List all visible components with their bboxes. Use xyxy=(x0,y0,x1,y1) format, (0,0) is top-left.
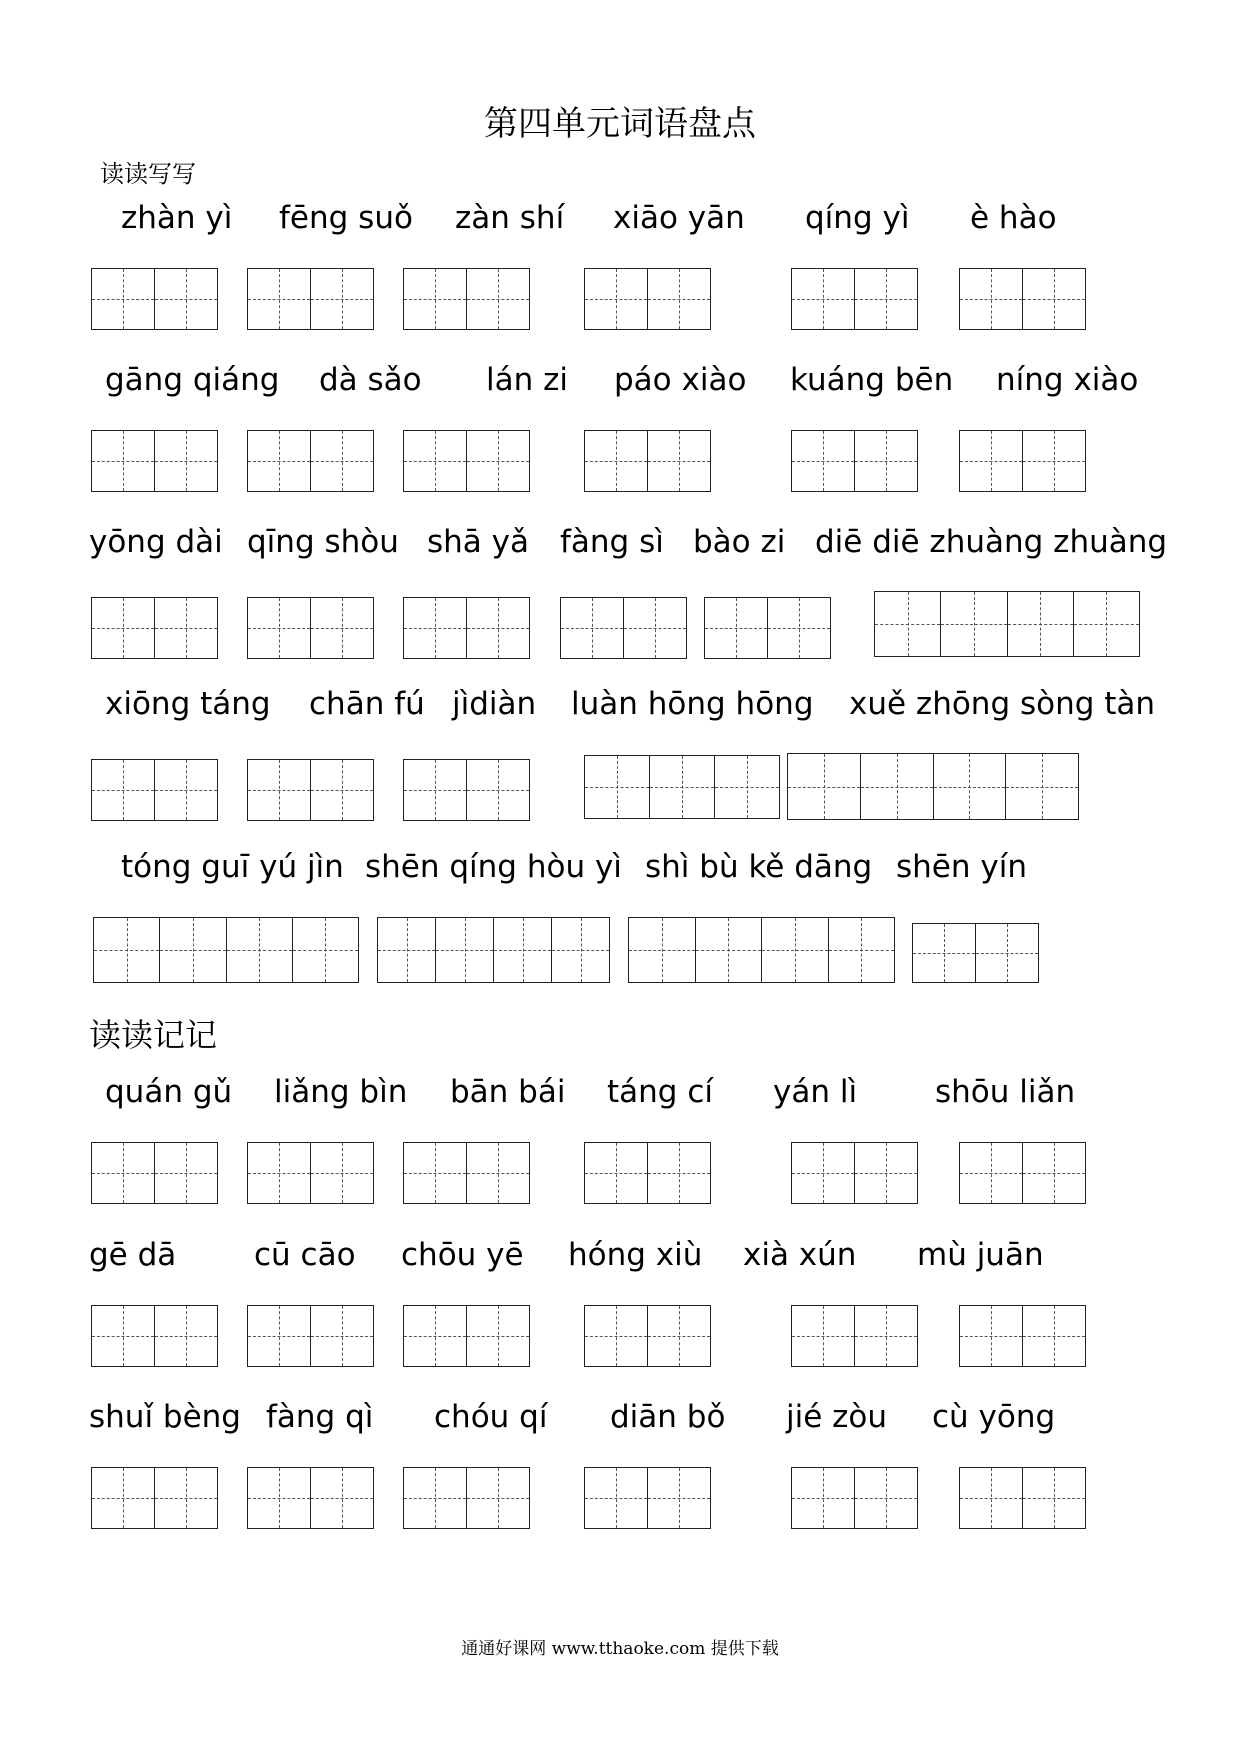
writing-cell[interactable] xyxy=(940,592,1006,656)
writing-box-group[interactable] xyxy=(584,268,711,330)
page-title: 第四单元词语盘点 xyxy=(484,104,756,144)
writing-cell[interactable] xyxy=(585,269,647,329)
pinyin-label: xià xún xyxy=(743,1237,857,1273)
writing-box-group[interactable] xyxy=(247,1142,374,1204)
writing-cell[interactable] xyxy=(854,1143,917,1203)
writing-cell[interactable] xyxy=(154,1306,217,1366)
writing-cell[interactable] xyxy=(960,269,1022,329)
writing-box-group[interactable] xyxy=(959,1305,1086,1367)
writing-cell[interactable] xyxy=(1022,1143,1085,1203)
pinyin-label: kuáng bēn xyxy=(790,362,954,398)
writing-box-group[interactable] xyxy=(791,1467,918,1529)
pinyin-label: zàn shí xyxy=(455,200,565,236)
writing-cell[interactable] xyxy=(647,431,710,491)
writing-box-group[interactable] xyxy=(584,1142,711,1204)
writing-cell[interactable] xyxy=(466,1143,529,1203)
writing-cell[interactable] xyxy=(1007,592,1073,656)
writing-cell[interactable] xyxy=(647,1143,710,1203)
writing-cell[interactable] xyxy=(792,431,854,491)
writing-box-group[interactable] xyxy=(959,430,1086,492)
pinyin-label: chóu qí xyxy=(434,1399,548,1435)
writing-box-group[interactable] xyxy=(584,1467,711,1529)
writing-cell[interactable] xyxy=(154,1468,217,1528)
writing-cell[interactable] xyxy=(310,1306,373,1366)
writing-cell[interactable] xyxy=(1022,1468,1085,1528)
pinyin-label: qīng shòu xyxy=(247,524,399,560)
writing-box-group[interactable] xyxy=(874,591,1140,657)
pinyin-label: shì bù kě dāng xyxy=(645,849,873,885)
writing-cell[interactable] xyxy=(960,1306,1022,1366)
writing-cell[interactable] xyxy=(585,1468,647,1528)
writing-cell[interactable] xyxy=(466,431,529,491)
writing-cell[interactable] xyxy=(1073,592,1139,656)
writing-box-group[interactable] xyxy=(560,597,687,659)
writing-cell[interactable] xyxy=(960,1468,1022,1528)
writing-box-group[interactable] xyxy=(628,917,895,983)
section-heading-read-remember: 读读记记 xyxy=(89,1016,218,1054)
writing-cell[interactable] xyxy=(493,918,551,982)
writing-box-group[interactable] xyxy=(584,1305,711,1367)
writing-box-group[interactable] xyxy=(247,268,374,330)
writing-box-group[interactable] xyxy=(403,430,530,492)
writing-box-group[interactable] xyxy=(959,1467,1086,1529)
pinyin-label: gāng qiáng xyxy=(105,362,280,398)
pinyin-label: chān fú xyxy=(309,686,425,722)
footer-credit: 通通好课网 www.tthaoke.com 提供下载 xyxy=(461,1639,779,1659)
writing-box-group[interactable] xyxy=(91,268,218,330)
writing-cell[interactable] xyxy=(714,756,779,818)
pinyin-label: shōu liǎn xyxy=(935,1074,1076,1110)
writing-cell[interactable] xyxy=(705,598,767,658)
writing-cell[interactable] xyxy=(92,1143,154,1203)
writing-cell[interactable] xyxy=(788,754,860,819)
writing-box-group[interactable] xyxy=(91,759,218,821)
writing-box-group[interactable] xyxy=(91,1467,218,1529)
writing-cell[interactable] xyxy=(828,918,895,982)
writing-box-group[interactable] xyxy=(247,1305,374,1367)
writing-cell[interactable] xyxy=(695,918,762,982)
pinyin-label: mù juān xyxy=(917,1237,1044,1273)
writing-box-group[interactable] xyxy=(959,268,1086,330)
writing-cell[interactable] xyxy=(1022,1306,1085,1366)
pinyin-label: diē diē zhuàng zhuàng xyxy=(815,524,1168,560)
writing-cell[interactable] xyxy=(248,598,310,658)
pinyin-label: cū cāo xyxy=(254,1237,356,1273)
writing-box-group[interactable] xyxy=(403,597,530,659)
pinyin-label: táng cí xyxy=(607,1074,713,1110)
writing-box-group[interactable] xyxy=(403,1305,530,1367)
section-heading-read-write: 读读写写 xyxy=(100,160,196,188)
pinyin-label: qíng yì xyxy=(805,200,910,236)
writing-cell[interactable] xyxy=(647,1468,710,1528)
writing-cell[interactable] xyxy=(92,598,154,658)
pinyin-label: luàn hōng hōng xyxy=(571,686,814,722)
pinyin-label: dà sǎo xyxy=(319,362,422,398)
writing-cell[interactable] xyxy=(310,1143,373,1203)
writing-box-group[interactable] xyxy=(91,597,218,659)
writing-box-group[interactable] xyxy=(247,597,374,659)
pinyin-label: bān bái xyxy=(450,1074,566,1110)
pinyin-label: páo xiào xyxy=(614,362,747,398)
writing-cell[interactable] xyxy=(92,1306,154,1366)
writing-cell[interactable] xyxy=(404,598,466,658)
writing-cell[interactable] xyxy=(1005,754,1078,819)
writing-cell[interactable] xyxy=(92,760,154,820)
writing-cell[interactable] xyxy=(585,756,649,818)
writing-cell[interactable] xyxy=(792,1306,854,1366)
pinyin-label: shēn yín xyxy=(896,849,1027,885)
writing-cell[interactable] xyxy=(466,269,529,329)
pinyin-label: shā yǎ xyxy=(427,524,529,560)
writing-cell[interactable] xyxy=(960,431,1022,491)
pinyin-label: fēng suǒ xyxy=(279,200,413,236)
writing-box-group[interactable] xyxy=(584,755,780,819)
writing-cell[interactable] xyxy=(466,598,529,658)
writing-cell[interactable] xyxy=(1022,269,1085,329)
pinyin-label: jié zòu xyxy=(786,1399,888,1435)
writing-cell[interactable] xyxy=(792,269,854,329)
writing-cell[interactable] xyxy=(860,754,933,819)
writing-cell[interactable] xyxy=(378,918,435,982)
writing-box-group[interactable] xyxy=(91,1142,218,1204)
writing-box-group[interactable] xyxy=(912,923,1039,983)
writing-cell[interactable] xyxy=(854,269,917,329)
writing-box-group[interactable] xyxy=(791,430,918,492)
writing-cell[interactable] xyxy=(466,760,529,820)
writing-cell[interactable] xyxy=(92,269,154,329)
writing-cell[interactable] xyxy=(404,760,466,820)
writing-cell[interactable] xyxy=(585,1306,647,1366)
writing-cell[interactable] xyxy=(292,918,358,982)
writing-cell[interactable] xyxy=(310,431,373,491)
writing-cell[interactable] xyxy=(854,431,917,491)
writing-box-group[interactable] xyxy=(791,1305,918,1367)
writing-cell[interactable] xyxy=(310,1468,373,1528)
writing-cell[interactable] xyxy=(248,431,310,491)
writing-cell[interactable] xyxy=(466,1306,529,1366)
writing-box-group[interactable] xyxy=(377,917,610,983)
writing-cell[interactable] xyxy=(310,760,373,820)
pinyin-label: xiāo yān xyxy=(613,200,745,236)
writing-cell[interactable] xyxy=(647,1306,710,1366)
writing-cell[interactable] xyxy=(854,1468,917,1528)
writing-cell[interactable] xyxy=(623,598,686,658)
writing-cell[interactable] xyxy=(310,269,373,329)
writing-cell[interactable] xyxy=(248,760,310,820)
pinyin-label: chōu yē xyxy=(401,1237,524,1273)
pinyin-label: xuě zhōng sòng tàn xyxy=(849,686,1156,722)
pinyin-label: shuǐ bèng xyxy=(89,1399,241,1435)
writing-cell[interactable] xyxy=(94,918,159,982)
pinyin-label: hóng xiù xyxy=(568,1237,703,1273)
writing-cell[interactable] xyxy=(154,431,217,491)
writing-cell[interactable] xyxy=(761,918,828,982)
writing-cell[interactable] xyxy=(875,592,940,656)
writing-cell[interactable] xyxy=(647,269,710,329)
writing-cell[interactable] xyxy=(248,1143,310,1203)
writing-cell[interactable] xyxy=(854,1306,917,1366)
pinyin-label: è hào xyxy=(970,200,1057,236)
pinyin-label: cù yōng xyxy=(932,1399,1056,1435)
pinyin-label: diān bǒ xyxy=(610,1399,726,1435)
pinyin-label: quán gǔ xyxy=(105,1074,233,1110)
writing-cell[interactable] xyxy=(913,924,975,982)
pinyin-label: xiōng táng xyxy=(105,686,271,722)
writing-cell[interactable] xyxy=(975,924,1038,982)
writing-box-group[interactable] xyxy=(403,1142,530,1204)
writing-cell[interactable] xyxy=(960,1143,1022,1203)
writing-cell[interactable] xyxy=(404,1468,466,1528)
pinyin-label: shēn qíng hòu yì xyxy=(365,849,622,885)
writing-box-group[interactable] xyxy=(93,917,359,983)
writing-cell[interactable] xyxy=(154,598,217,658)
pinyin-label: zhàn yì xyxy=(121,200,233,236)
pinyin-label: bào zi xyxy=(693,524,786,560)
writing-cell[interactable] xyxy=(248,1306,310,1366)
writing-cell[interactable] xyxy=(226,918,292,982)
writing-cell[interactable] xyxy=(159,918,225,982)
pinyin-label: jìdiàn xyxy=(452,686,537,722)
writing-box-group[interactable] xyxy=(403,268,530,330)
pinyin-label: níng xiào xyxy=(996,362,1139,398)
writing-box-group[interactable] xyxy=(704,597,831,659)
writing-cell[interactable] xyxy=(154,760,217,820)
writing-box-group[interactable] xyxy=(91,430,218,492)
pinyin-label: tóng guī yú jìn xyxy=(121,849,344,885)
writing-cell[interactable] xyxy=(248,269,310,329)
writing-box-group[interactable] xyxy=(791,268,918,330)
pinyin-label: liǎng bìn xyxy=(274,1074,408,1110)
writing-cell[interactable] xyxy=(466,1468,529,1528)
writing-cell[interactable] xyxy=(551,918,609,982)
writing-cell[interactable] xyxy=(404,1143,466,1203)
writing-cell[interactable] xyxy=(767,598,830,658)
writing-cell[interactable] xyxy=(154,269,217,329)
pinyin-label: fàng sì xyxy=(560,524,664,560)
writing-cell[interactable] xyxy=(933,754,1006,819)
writing-box-group[interactable] xyxy=(584,430,711,492)
writing-cell[interactable] xyxy=(1022,431,1085,491)
writing-box-group[interactable] xyxy=(403,759,530,821)
pinyin-label: yōng dài xyxy=(89,524,223,560)
writing-cell[interactable] xyxy=(92,1468,154,1528)
pinyin-label: lán zi xyxy=(486,362,568,398)
writing-box-group[interactable] xyxy=(247,759,374,821)
writing-box-group[interactable] xyxy=(247,430,374,492)
writing-cell[interactable] xyxy=(248,1468,310,1528)
writing-cell[interactable] xyxy=(629,918,695,982)
writing-cell[interactable] xyxy=(310,598,373,658)
pinyin-label: fàng qì xyxy=(266,1399,374,1435)
writing-box-group[interactable] xyxy=(787,753,1079,820)
writing-box-group[interactable] xyxy=(403,1467,530,1529)
pinyin-label: yán lì xyxy=(773,1074,858,1110)
writing-box-group[interactable] xyxy=(247,1467,374,1529)
writing-cell[interactable] xyxy=(792,1468,854,1528)
writing-cell[interactable] xyxy=(649,756,714,818)
writing-box-group[interactable] xyxy=(791,1142,918,1204)
writing-cell[interactable] xyxy=(404,269,466,329)
writing-box-group[interactable] xyxy=(91,1305,218,1367)
writing-cell[interactable] xyxy=(585,1143,647,1203)
writing-cell[interactable] xyxy=(92,431,154,491)
writing-cell[interactable] xyxy=(561,598,623,658)
writing-cell[interactable] xyxy=(435,918,493,982)
writing-cell[interactable] xyxy=(792,1143,854,1203)
writing-cell[interactable] xyxy=(154,1143,217,1203)
writing-cell[interactable] xyxy=(404,1306,466,1366)
writing-box-group[interactable] xyxy=(959,1142,1086,1204)
pinyin-label: gē dā xyxy=(89,1237,177,1273)
writing-cell[interactable] xyxy=(404,431,466,491)
writing-cell[interactable] xyxy=(585,431,647,491)
